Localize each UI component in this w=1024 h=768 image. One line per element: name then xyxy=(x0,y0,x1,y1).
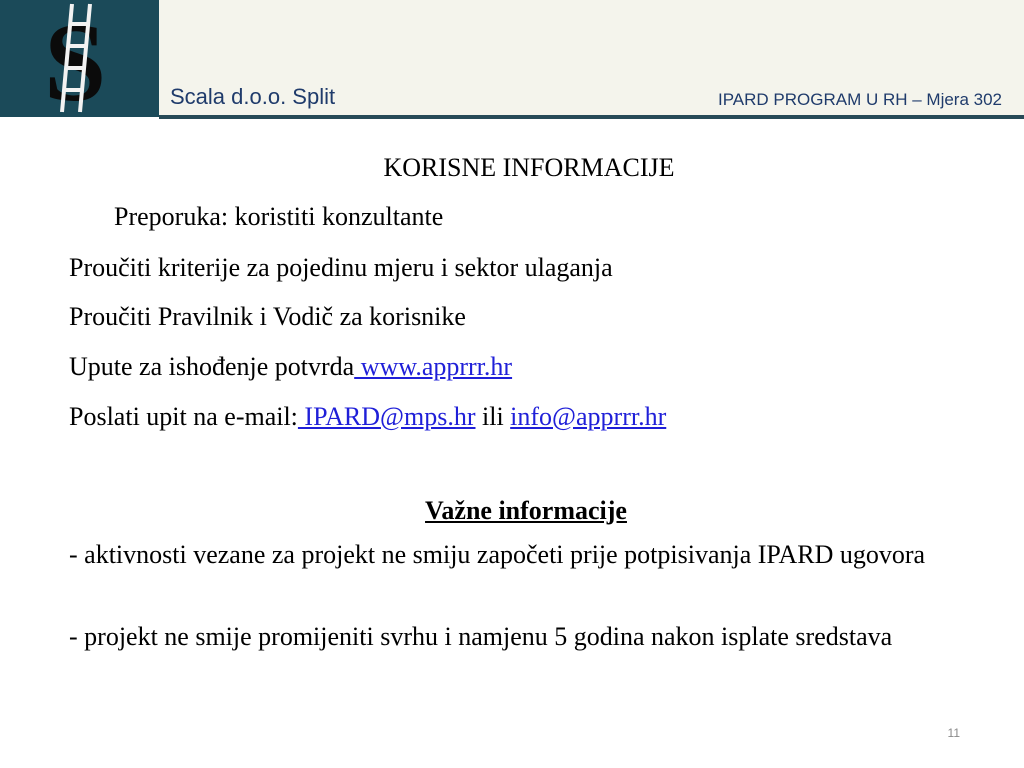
recommendation-line: Preporuka: koristiti konzultante xyxy=(114,202,444,231)
svg-text:S: S xyxy=(44,1,107,117)
important-point-1: - aktivnosti vezane za projekt ne smiju započeti prije potpisivanja IPARD ugovora xyxy=(69,540,926,569)
info-line-criteria: Proučiti kriterije za pojedinu mjeru i sektor ulaganja xyxy=(69,253,613,282)
certificates-text: Upute za ishođenje potvrda xyxy=(69,352,355,381)
scala-s-logo-icon xyxy=(0,0,159,117)
important-point-2: - projekt ne smije promijeniti svrhu i namjenu 5 godina nakon isplate sredstava xyxy=(69,622,893,651)
logo-panel xyxy=(0,0,159,117)
program-title: IPARD PROGRAM U RH – Mjera 302 xyxy=(717,90,1002,109)
info-line-email xyxy=(69,402,666,432)
email-or-text: ili xyxy=(475,402,511,431)
apprrr-website-link[interactable]: www.apprrr.hr xyxy=(354,352,513,381)
info-line-rulebook: Proučiti Pravilnik i Vodič za korisnike xyxy=(69,302,466,331)
info-line-certificates xyxy=(69,352,512,382)
company-name: Scala d.o.o. Split xyxy=(170,84,336,109)
ipard-email-link[interactable]: IPARD@mps.hr xyxy=(297,402,476,431)
email-text: Poslati upit na e-mail: xyxy=(69,402,298,431)
apprrr-email-link[interactable]: info@apprrr.hr xyxy=(510,402,667,431)
header-divider xyxy=(159,115,1024,119)
important-heading: Važne informacije xyxy=(425,496,627,525)
slide-heading: KORISNE INFORMACIJE xyxy=(383,153,675,182)
page-number: 11 xyxy=(947,726,960,740)
